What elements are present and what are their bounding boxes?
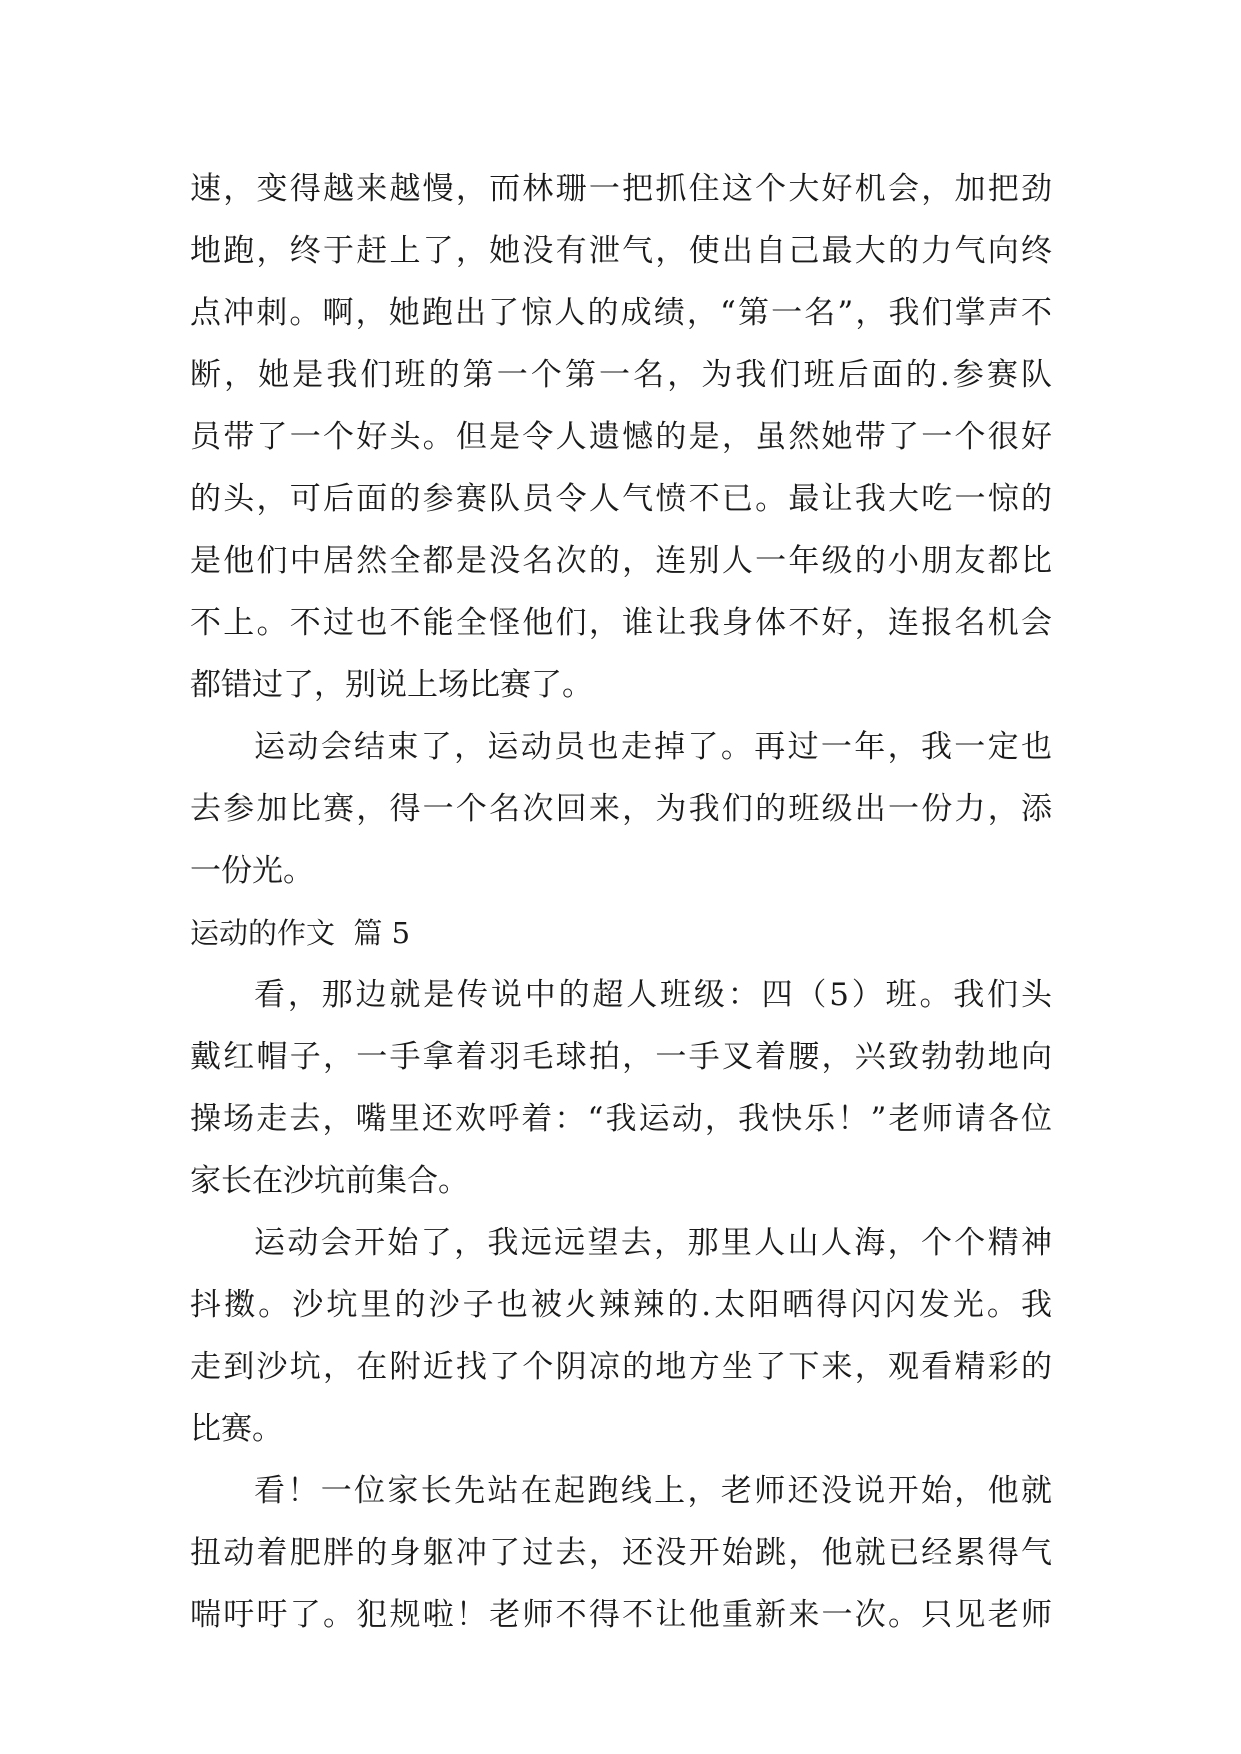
text-line: 运动会结束了，运动员也走掉了。再过一年，我一定也 bbox=[254, 729, 1052, 765]
text-line: 的头，可后面的参赛队员令人气愤不已。最让我大吃一惊的 bbox=[190, 481, 1052, 517]
text-line: 一份光。 bbox=[190, 853, 314, 889]
text-line: 去参加比赛，得一个名次回来，为我们的班级出一份力，添 bbox=[190, 791, 1052, 827]
text-line: 戴红帽子，一手拿着羽毛球拍，一手叉着腰，兴致勃勃地向 bbox=[190, 1039, 1052, 1075]
section-heading: 运动的作文 篇 5 bbox=[190, 916, 411, 950]
document-page bbox=[190, 158, 1052, 1646]
text-line: 家长在沙坑前集合。 bbox=[190, 1163, 469, 1199]
text-line: 看，那边就是传说中的超人班级：四（5）班。我们头 bbox=[254, 977, 1052, 1013]
text-line: 运动会开始了，我远远望去，那里人山人海，个个精神 bbox=[254, 1225, 1052, 1261]
paragraph-3 bbox=[190, 964, 1052, 1212]
text-line: 都错过了，别说上场比赛了。 bbox=[190, 667, 593, 703]
text-line: 看！一位家长先站在起跑线上，老师还没说开始，他就 bbox=[254, 1473, 1052, 1509]
text-line: 地跑，终于赶上了，她没有泄气，使出自己最大的力气向终 bbox=[190, 233, 1052, 269]
text-line: 走到沙坑，在附近找了个阴凉的地方坐了下来，观看精彩的 bbox=[190, 1349, 1052, 1385]
text-line: 速，变得越来越慢，而林珊一把抓住这个大好机会，加把劲 bbox=[190, 171, 1052, 207]
text-line: 不上。不过也不能全怪他们，谁让我身体不好，连报名机会 bbox=[190, 605, 1052, 641]
paragraph-2 bbox=[190, 716, 1052, 902]
text-line: 比赛。 bbox=[190, 1411, 283, 1447]
text-line: 抖擞。沙坑里的沙子也被火辣辣的.太阳晒得闪闪发光。我 bbox=[190, 1287, 1052, 1323]
text-line: 是他们中居然全都是没名次的，连别人一年级的小朋友都比 bbox=[190, 543, 1052, 579]
text-line: 喘吁吁了。犯规啦！老师不得不让他重新来一次。只见老师 bbox=[190, 1597, 1052, 1633]
text-line: 点冲刺。啊，她跑出了惊人的成绩，“第一名”，我们掌声不 bbox=[190, 295, 1052, 331]
text-line: 员带了一个好头。但是令人遗憾的是，虽然她带了一个很好 bbox=[190, 419, 1052, 455]
text-line: 扭动着肥胖的身躯冲了过去，还没开始跳，他就已经累得气 bbox=[190, 1535, 1052, 1571]
text-line: 操场走去，嘴里还欢呼着：“我运动，我快乐！”老师请各位 bbox=[190, 1101, 1052, 1137]
text-line: 断，她是我们班的第一个第一名，为我们班后面的.参赛队 bbox=[190, 357, 1052, 393]
paragraph-1 bbox=[190, 158, 1052, 716]
paragraph-4 bbox=[190, 1212, 1052, 1460]
paragraph-5 bbox=[190, 1460, 1052, 1646]
